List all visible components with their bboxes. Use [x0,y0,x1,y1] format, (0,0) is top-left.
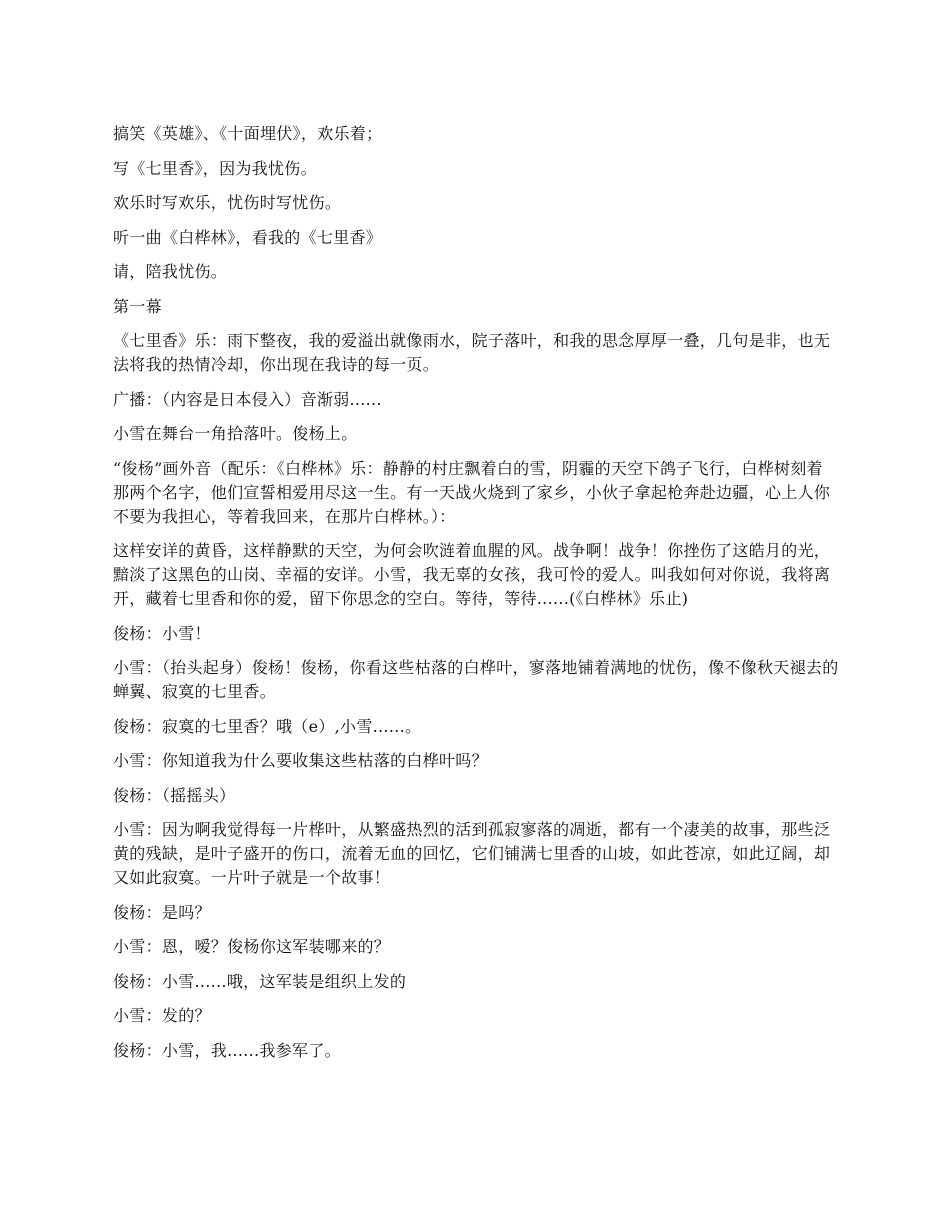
paragraph: “俊杨”画外音（配乐：《白桦林》乐：静静的村庄飘着白的雪，阴霾的天空下鸽子飞行，白桦树刻着那两个名字，他们宣誓相爱用尽这一生。有一天战火烧到了家乡，小伙子拿起枪奔赴边疆，心上人你不要为我担心，等着我回来，在那片白桦林。）： [113,458,831,526]
paragraph: 搞笑《英雄》、《十面埋伏》，欢乐着； [113,124,383,143]
paragraph: 这样安详的黄昏，这样静默的天空，为何会吹涟着血腥的风。战争啊！战争！你挫伤了这皓月的光，黯淡了这黑色的山岗、幸福的安详。小雪，我无辜的女孩，我可怜的爱人。叫我如何对你说，我将离开，藏着七里香和你的爱，留下你思念的空白。等待，等待......(《白桦林》乐止) [113,541,831,608]
dialogue-line: 小雪：发的？ [113,1006,211,1025]
scene-heading: 第一幕 [113,296,162,316]
dialogue-line: 小雪：（抬头起身）俊杨！俊杨，你看这些枯落的白桦叶，寥落地铺着满地的忧伤，像不像秋天褪去的蝉翼、寂寞的七里香。 [113,658,839,701]
dialogue-line: 俊杨：小雪，我......我参军了。 [113,1040,341,1060]
paragraph: 听一曲《白桦林》，看我的《七里香》 [113,227,383,247]
paragraph: 欢乐时写欢乐，忧伤时写忧伤。 [113,193,342,212]
dialogue-line: 俊杨：是吗？ [113,902,211,922]
paragraph: 请，陪我忧伤。 [113,262,228,281]
dialogue-line: 小雪：恩，嗳？俊杨你这军装哪来的？ [113,937,391,956]
dialogue-line: 小雪：你知道我为什么要收集这些枯落的白桦叶吗？ [113,751,488,770]
document-body [113,122,839,1073]
dialogue-line: 俊杨：寂寞的七里香？哦（e）,小雪......。 [113,716,422,736]
paragraph: 广播：（内容是日本侵入）音渐弱...... [113,389,382,409]
dialogue-line: 俊杨：小雪......哦，这军装是组织上发的 [113,971,407,991]
stage-direction: 小雪在舞台一角拾落叶。俊杨上。 [113,424,358,443]
paragraph: 写《七里香》，因为我忧伤。 [113,158,317,178]
dialogue-line: 小雪：因为啊我觉得每一片桦叶，从繁盛热烈的活到孤寂寥落的凋逝，都有一个凄美的故事，那些泛黄的残缺，是叶子盛开的伤口，流着无血的回忆，它们铺满七里香的山坡，如此苍凉，如此辽阔，却又如此寂寞。一片叶子就是一个故事！ [113,820,831,887]
dialogue-line: 俊杨：（摇摇头） [113,785,236,805]
paragraph: 《七里香》乐：雨下整夜，我的爱溢出就像雨水，院子落叶，和我的思念厚厚一叠，几句是非，也无法将我的热情冷却，你出现在我诗的每一页。 [113,331,831,374]
dialogue-line: 俊杨：小雪！ [113,623,211,643]
